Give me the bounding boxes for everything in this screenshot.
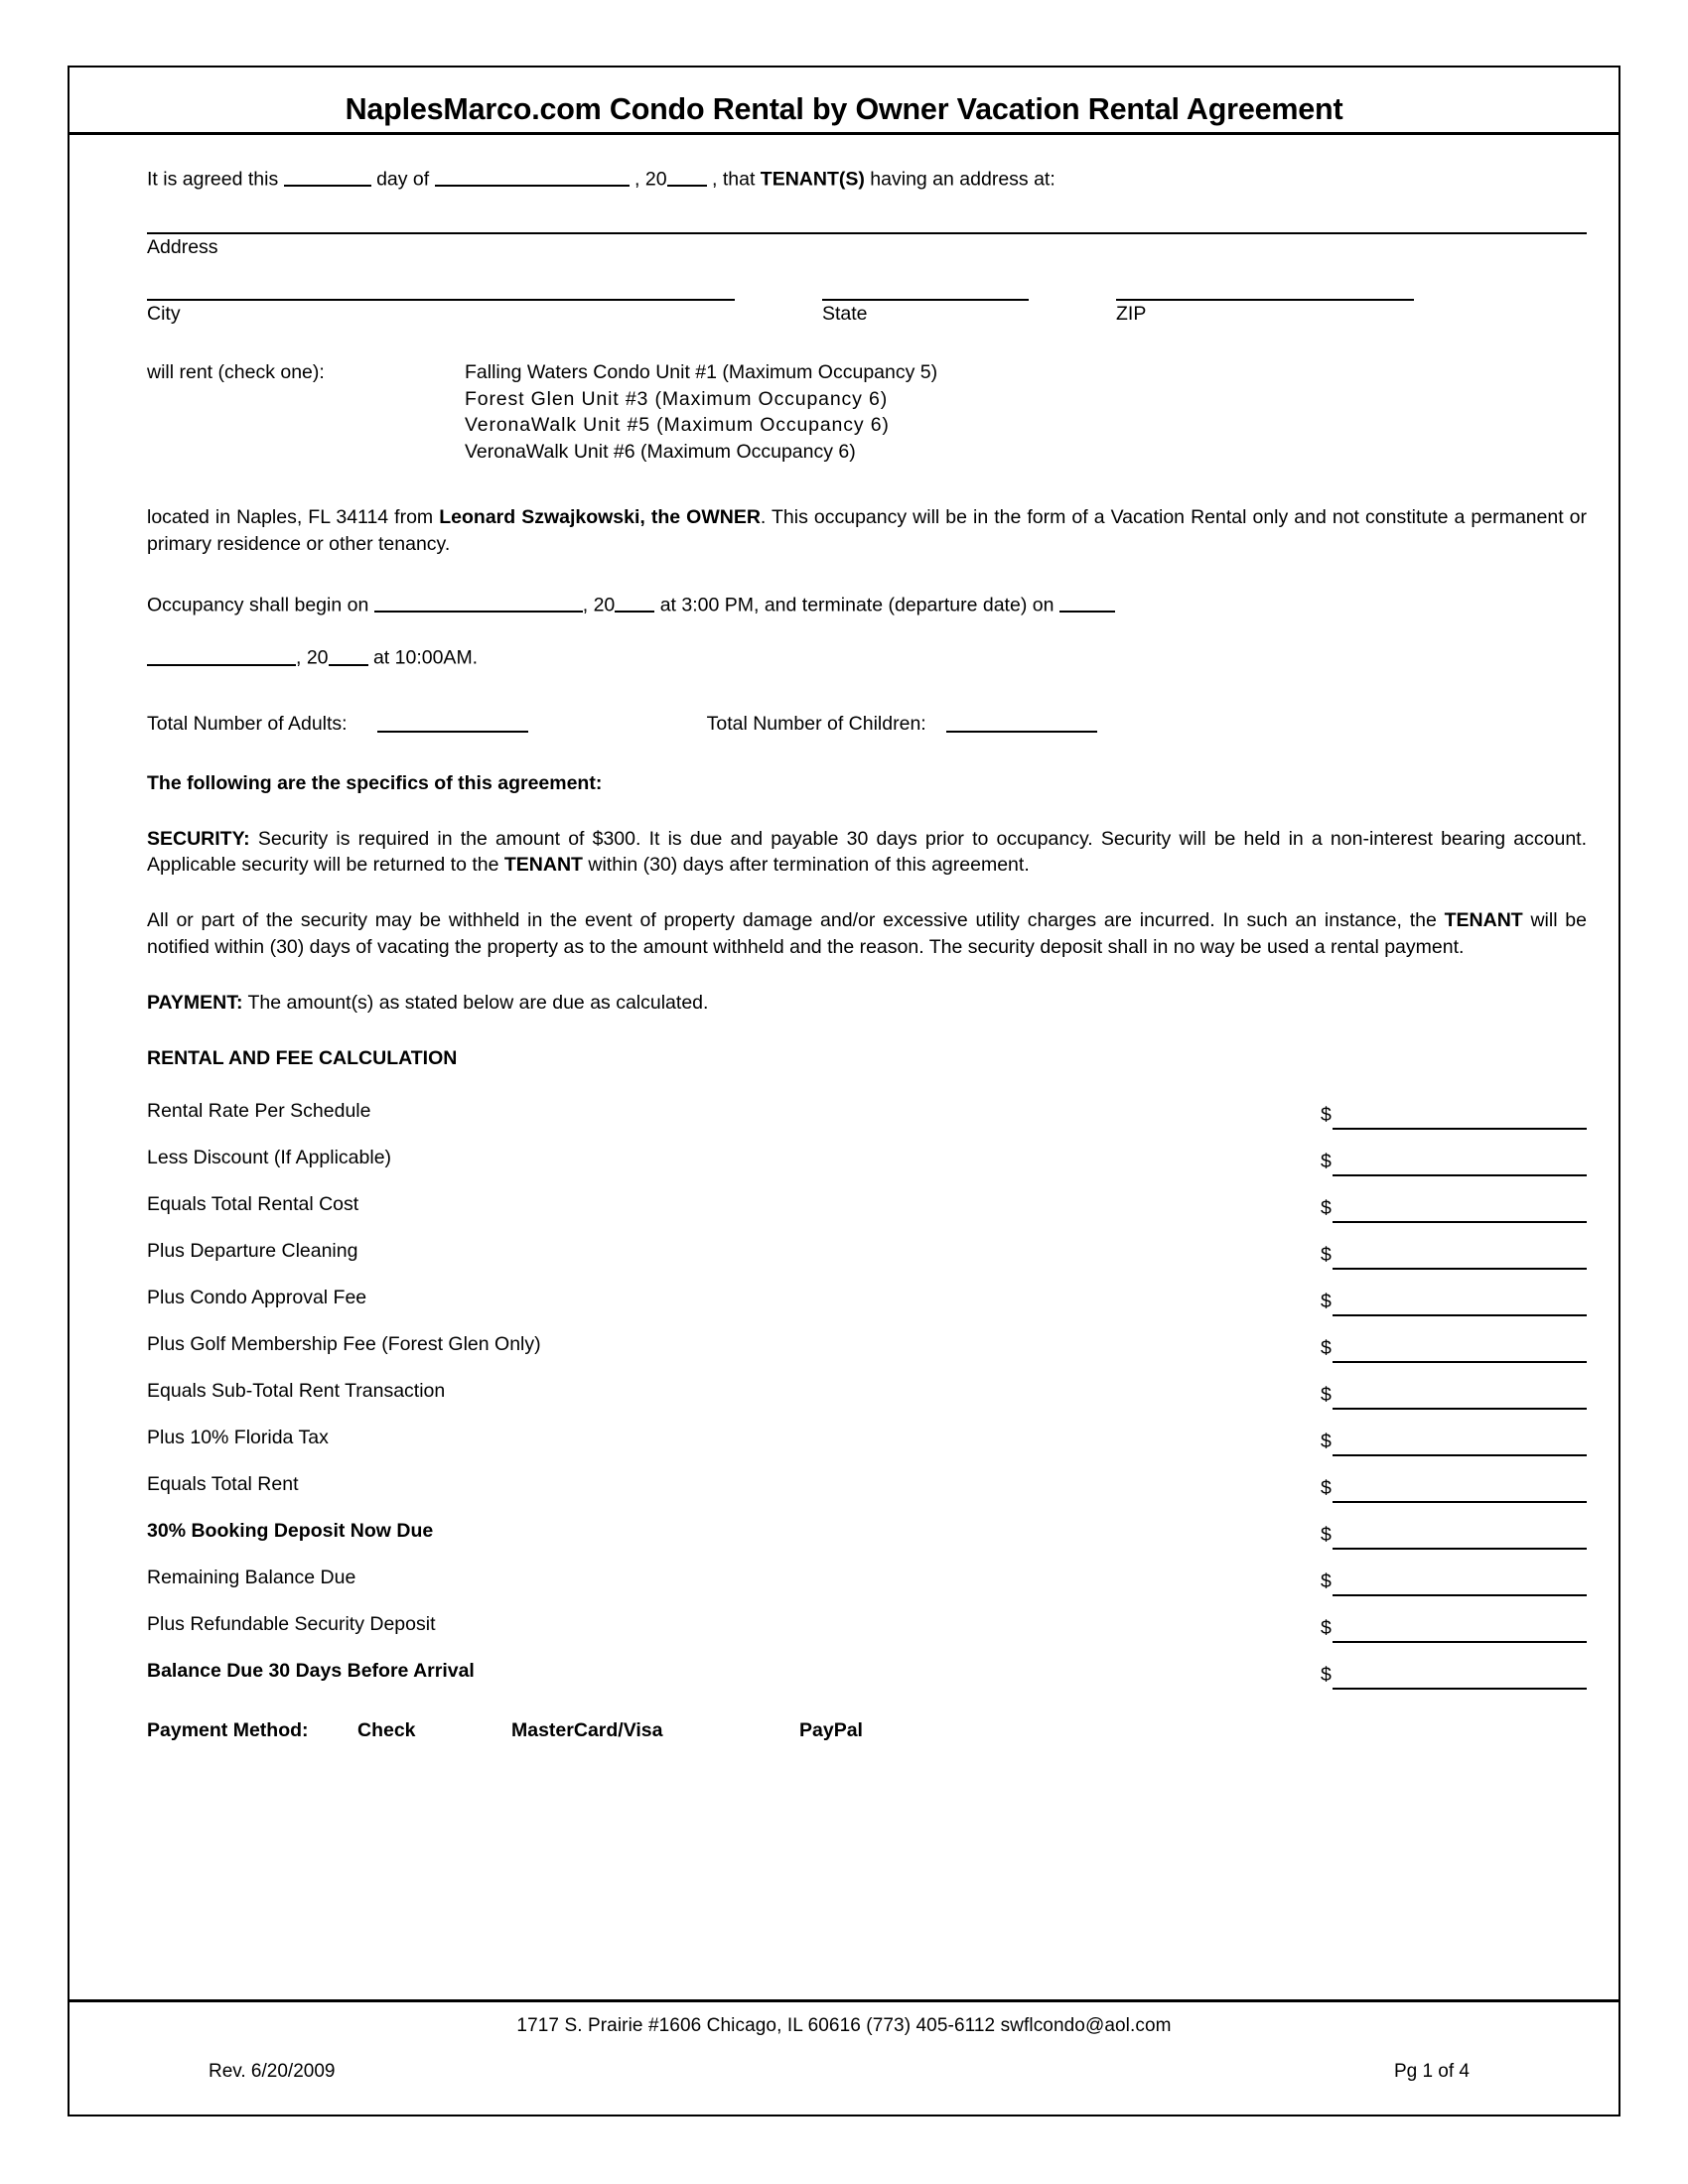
unit-option-1[interactable]: Falling Waters Condo Unit #1 (Maximum Occupancy 5) bbox=[465, 361, 938, 384]
fee-row bbox=[147, 1598, 1587, 1645]
page-number-label: Pg 1 of 4 bbox=[1393, 2061, 1470, 2082]
fee-row bbox=[147, 1552, 1587, 1598]
footer-contact-info: 1717 S. Prairie #1606 Chicago, IL 60616 (773) 405-6112 swflcondo@aol.com bbox=[516, 2015, 1172, 2036]
revision-label: Rev. 6/20/2009 bbox=[209, 2061, 336, 2082]
payment-method-row bbox=[147, 1717, 1587, 1743]
document-page bbox=[68, 66, 1620, 2116]
year-prefix-label: , 20 bbox=[634, 168, 667, 191]
document-footer bbox=[70, 2005, 1618, 2083]
occupant-counts-line bbox=[147, 711, 1587, 737]
that-label: , that bbox=[712, 168, 756, 191]
year-input-blank[interactable] bbox=[667, 165, 707, 187]
withholding-paragraph bbox=[147, 907, 1587, 959]
occupancy-end-year-blank[interactable] bbox=[329, 643, 368, 665]
currency-symbol: $ bbox=[1321, 1664, 1332, 1687]
security-paragraph bbox=[147, 826, 1587, 878]
day-of-label: day of bbox=[376, 168, 430, 191]
fee-label: Equals Sub-Total Rent Transaction bbox=[147, 1379, 446, 1402]
payment-option-check[interactable]: Check bbox=[357, 1718, 416, 1741]
fee-label: Plus Refundable Security Deposit bbox=[147, 1612, 436, 1635]
currency-symbol: $ bbox=[1321, 1524, 1332, 1547]
fee-amount-cell bbox=[1321, 1572, 1587, 1598]
fee-row bbox=[147, 1645, 1587, 1692]
fee-amount-cell bbox=[1321, 1339, 1587, 1365]
located-post-text: . This occupancy will be in the form of a Vacation Rental only and not constitute a permanent or primary residence or other tenancy. bbox=[147, 506, 1587, 555]
fee-amount-input-rule[interactable] bbox=[1333, 1174, 1587, 1176]
currency-symbol: $ bbox=[1321, 1384, 1332, 1407]
fee-amount-cell bbox=[1321, 1106, 1587, 1132]
state-label: State bbox=[822, 302, 868, 325]
currency-symbol: $ bbox=[1321, 1431, 1332, 1453]
having-address-label: having an address at: bbox=[870, 168, 1055, 191]
fee-amount-input-rule[interactable] bbox=[1333, 1221, 1587, 1223]
document-body bbox=[70, 135, 1618, 1743]
fee-amount-cell bbox=[1321, 1246, 1587, 1272]
tenant-bold-label: TENANT(S) bbox=[760, 168, 865, 191]
page-title: NaplesMarco.com Condo Rental by Owner Vacation Rental Agreement bbox=[345, 92, 1343, 126]
fee-amount-input-rule[interactable] bbox=[1333, 1548, 1587, 1550]
currency-symbol: $ bbox=[1321, 1337, 1332, 1360]
unit-option-3[interactable]: VeronaWalk Unit #5 (Maximum Occupancy 6) bbox=[465, 414, 890, 437]
currency-symbol: $ bbox=[1321, 1104, 1332, 1127]
day-input-blank[interactable] bbox=[284, 165, 371, 187]
withhold-text-b: will be notified within (30) days of vacating the property as to the amount withheld and the reason. The security deposit shall in no way be used a rental payment. bbox=[147, 909, 1587, 958]
currency-symbol: $ bbox=[1321, 1617, 1332, 1640]
fee-amount-cell bbox=[1321, 1526, 1587, 1552]
security-text-b: within (30) days after termination of this agreement. bbox=[582, 854, 1030, 877]
located-pre-text: located in Naples, FL 34114 from bbox=[147, 506, 440, 529]
fee-label: Equals Total Rental Cost bbox=[147, 1192, 359, 1215]
fee-amount-cell bbox=[1321, 1619, 1587, 1645]
specifics-heading: The following are the specifics of this agreement: bbox=[147, 772, 603, 794]
payment-paragraph bbox=[147, 990, 1587, 1016]
adults-label: Total Number of Adults: bbox=[147, 712, 348, 735]
payment-option-paypal[interactable]: PayPal bbox=[799, 1718, 863, 1741]
payment-label: PAYMENT: bbox=[147, 991, 243, 1014]
address-label: Address bbox=[147, 235, 218, 258]
security-text-a: Security is required in the amount of $300. It is due and payable 30 days prior to occupancy. Security will be held in a non-interest bearing account. Applicable security will be returned to the bbox=[147, 828, 1587, 877]
fee-amount-input-rule[interactable] bbox=[1333, 1268, 1587, 1270]
withhold-text-a: All or part of the security may be withheld in the event of property damage and/or excessive utility charges are incurred. In such an instance, the bbox=[147, 909, 1445, 932]
fee-row bbox=[147, 1365, 1587, 1412]
fee-label: Rental Rate Per Schedule bbox=[147, 1099, 371, 1122]
fee-row bbox=[147, 1412, 1587, 1458]
city-state-zip-labels bbox=[147, 301, 1587, 326]
currency-symbol: $ bbox=[1321, 1477, 1332, 1500]
fee-label: Plus Condo Approval Fee bbox=[147, 1286, 367, 1308]
fee-row bbox=[147, 1505, 1587, 1552]
fee-amount-input-rule[interactable] bbox=[1333, 1314, 1587, 1316]
located-paragraph bbox=[147, 504, 1587, 556]
state-input-rule[interactable] bbox=[822, 299, 1029, 301]
fee-amount-input-rule[interactable] bbox=[1333, 1408, 1587, 1410]
currency-symbol: $ bbox=[1321, 1291, 1332, 1313]
fee-row bbox=[147, 1178, 1587, 1225]
payment-method-label: Payment Method: bbox=[147, 1718, 309, 1741]
rent-choice-block bbox=[147, 359, 1587, 465]
security-tenant-bold: TENANT bbox=[503, 854, 583, 877]
will-rent-label: will rent (check one): bbox=[147, 361, 325, 384]
children-label: Total Number of Children: bbox=[706, 712, 926, 735]
fee-amount-input-rule[interactable] bbox=[1333, 1361, 1587, 1363]
fee-amount-input-rule[interactable] bbox=[1333, 1128, 1587, 1130]
currency-symbol: $ bbox=[1321, 1151, 1332, 1173]
adults-count-blank[interactable] bbox=[377, 711, 528, 733]
occupancy-begin-label: Occupancy shall begin on bbox=[147, 594, 369, 616]
fee-label: Plus 10% Florida Tax bbox=[147, 1426, 329, 1448]
occupancy-begin-date-blank[interactable] bbox=[374, 591, 583, 613]
fee-calculation-table bbox=[147, 1085, 1587, 1692]
fee-label: Plus Golf Membership Fee (Forest Glen Only) bbox=[147, 1332, 541, 1355]
fee-amount-input-rule[interactable] bbox=[1333, 1594, 1587, 1596]
fee-amount-input-rule[interactable] bbox=[1333, 1641, 1587, 1643]
month-input-blank[interactable] bbox=[435, 165, 630, 187]
document-header bbox=[70, 68, 1618, 135]
fee-amount-cell bbox=[1321, 1153, 1587, 1178]
occupancy-begin-year-blank[interactable] bbox=[615, 591, 654, 613]
fee-label: Equals Total Rent bbox=[147, 1472, 299, 1495]
fee-label: Less Discount (If Applicable) bbox=[147, 1146, 392, 1168]
currency-symbol: $ bbox=[1321, 1570, 1332, 1593]
owner-name-label: Leonard Szwajkowski, the OWNER bbox=[439, 506, 761, 529]
fee-amount-cell bbox=[1321, 1386, 1587, 1412]
fee-amount-cell bbox=[1321, 1293, 1587, 1318]
fee-row bbox=[147, 1272, 1587, 1318]
occupancy-begin-year-label: , 20 bbox=[582, 594, 616, 616]
occupancy-end-date-blank-b[interactable] bbox=[147, 643, 296, 665]
agreement-date-line bbox=[147, 165, 1587, 193]
withhold-tenant-bold: TENANT bbox=[1444, 909, 1523, 932]
fee-amount-input-rule[interactable] bbox=[1333, 1501, 1587, 1503]
payment-option-mastercard-visa[interactable]: MasterCard/Visa bbox=[511, 1718, 663, 1741]
zip-label: ZIP bbox=[1116, 302, 1147, 325]
fee-amount-input-rule[interactable] bbox=[1333, 1688, 1587, 1690]
fee-label: Remaining Balance Due bbox=[147, 1566, 356, 1588]
city-state-zip-rules bbox=[147, 299, 1587, 301]
zip-input-rule[interactable] bbox=[1116, 299, 1414, 301]
footer-divider bbox=[70, 1999, 1618, 2002]
footer-meta-row bbox=[109, 2037, 1579, 2083]
fee-row bbox=[147, 1085, 1587, 1132]
fee-amount-input-rule[interactable] bbox=[1333, 1454, 1587, 1456]
occupancy-terminate-label: at 3:00 PM, and terminate (departure date) on bbox=[659, 594, 1055, 616]
occupancy-end-time-label: at 10:00AM. bbox=[372, 646, 479, 669]
fee-row bbox=[147, 1318, 1587, 1365]
fee-amount-cell bbox=[1321, 1433, 1587, 1458]
fee-amount-cell bbox=[1321, 1479, 1587, 1505]
unit-option-2[interactable]: Forest Glen Unit #3 (Maximum Occupancy 6) bbox=[465, 387, 889, 410]
children-count-blank[interactable] bbox=[946, 711, 1097, 733]
city-input-rule[interactable] bbox=[147, 299, 735, 301]
security-label: SECURITY: bbox=[147, 828, 250, 851]
occupancy-end-date-blank-a[interactable] bbox=[1059, 591, 1115, 613]
fee-amount-cell bbox=[1321, 1666, 1587, 1692]
currency-symbol: $ bbox=[1321, 1197, 1332, 1220]
city-label: City bbox=[147, 302, 181, 325]
fee-row bbox=[147, 1458, 1587, 1505]
fee-label: 30% Booking Deposit Now Due bbox=[147, 1519, 434, 1542]
currency-symbol: $ bbox=[1321, 1244, 1332, 1267]
fee-row bbox=[147, 1132, 1587, 1178]
occupancy-begin-line bbox=[147, 591, 1587, 618]
occupancy-end-year-label: , 20 bbox=[296, 646, 329, 669]
payment-text: The amount(s) as stated below are due as calculated. bbox=[242, 991, 709, 1014]
occupancy-end-line bbox=[147, 643, 1587, 671]
fee-label: Balance Due 30 Days Before Arrival bbox=[147, 1659, 475, 1682]
fee-row bbox=[147, 1225, 1587, 1272]
agreed-this-label: It is agreed this bbox=[147, 168, 279, 191]
fee-label: Plus Departure Cleaning bbox=[147, 1239, 358, 1262]
rental-fee-heading: RENTAL AND FEE CALCULATION bbox=[147, 1046, 458, 1069]
fee-amount-cell bbox=[1321, 1199, 1587, 1225]
unit-option-4[interactable]: VeronaWalk Unit #6 (Maximum Occupancy 6) bbox=[465, 440, 856, 463]
